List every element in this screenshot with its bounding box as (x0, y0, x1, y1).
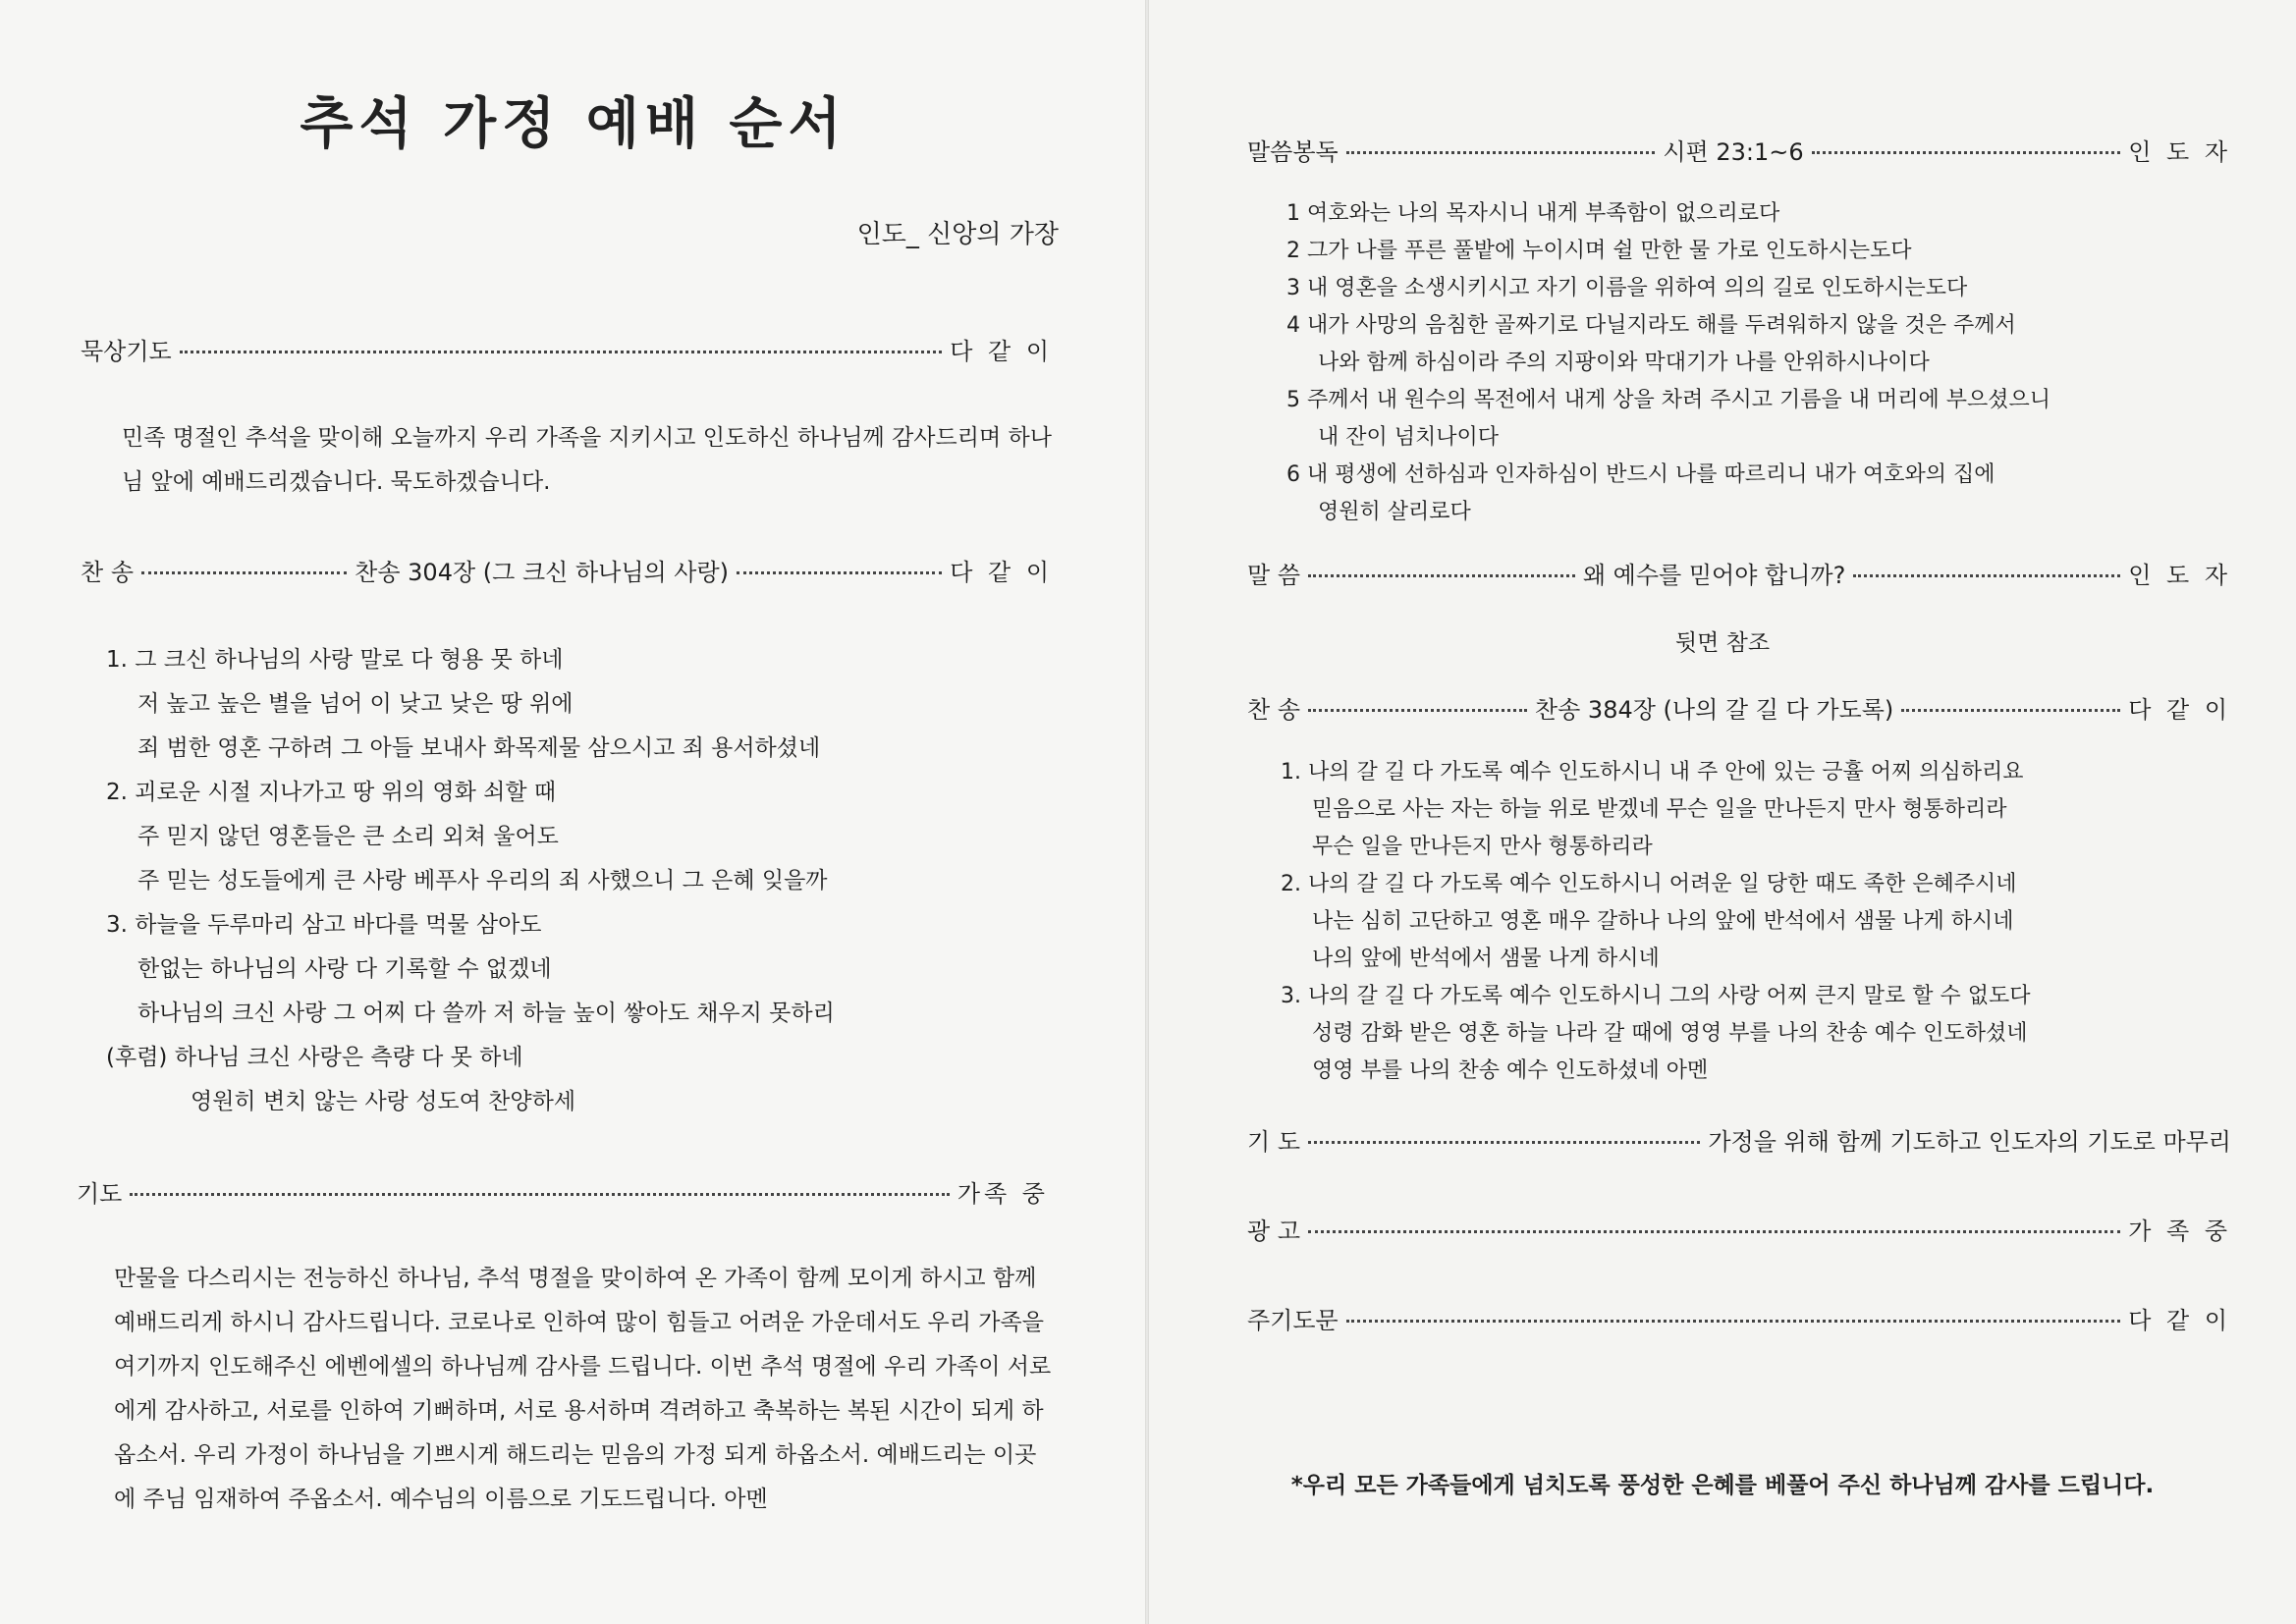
psalm-line: 1 여호와는 나의 목자시니 내게 부족함이 없으리로다 (1286, 201, 1780, 226)
psalm-line: 3 내 영혼을 소생시키시고 자기 이름을 위하여 의의 길로 인도하시는도다 (1286, 276, 1968, 300)
closing-note: *우리 모든 가족들에게 넘치도록 풍성한 은혜를 베풀어 주신 하나님께 감사를 드립니다. (1290, 1473, 2155, 1498)
dot-leader (1812, 151, 2121, 154)
psalm-line: 내 잔이 넘치나이다 (1318, 425, 1500, 450)
dot-leader (180, 351, 942, 353)
dot-leader (1308, 709, 1527, 712)
lyric-line: 나는 심히 고단하고 영혼 매우 갈하나 나의 앞에 반석에서 샘물 나게 하시네 (1312, 909, 2014, 934)
hymn-label: 찬 송 (81, 559, 134, 586)
silent-prayer-text: 민족 명절인 추석을 맞이해 오늘까지 우리 가족을 지키시고 인도하신 하나님께 감사드리며 하나님 앞에 예배드리겠습니다. 묵도하겠습니다. (122, 425, 1052, 495)
sermon-row (1247, 556, 2231, 590)
psalm-line: 5 주께서 내 원수의 목전에서 내게 상을 차려 주시고 기름을 내 머리에 부으셨으니 (1286, 388, 2050, 412)
hymn-lyrics (1281, 754, 2030, 1090)
dot-leader (1308, 1230, 2120, 1233)
prayer-text: 만물을 다스리시는 전능하신 하나님, 추석 명절을 맞이하여 온 가족이 함께 모이게 하시고 함께 예배드리게 하시니 감사드립니다. 코로나로 인하여 많이 힘들고 어려운 가운데서도 우리 가족을 여기까지 인도해주신 에벤에셀의 하나님께 감사를 드립니다. 이번 추석 명절에 우리 가족이 서로에게 감사하고, 서로를 인하여 기뻐하며, 서로 용서하며 격려하고 축복하는 복된 시간이 되게 하옵소서. 우리 가정이 하나님을 기쁘시게 해드리는 믿음의 가정 되게 하옵소서. 예배드리는 이곳에 주님 임재하여 주옵소서. 예수님의 이름으로 기도드립니다. 아멘 (114, 1266, 1052, 1512)
sermon-leader: 인 도 자 (2128, 562, 2231, 589)
lyric-line: 2. 나의 갈 길 다 가도록 예수 인도하시니 어려운 일 당한 때도 족한 은혜주시네 (1281, 872, 2017, 896)
announcements-label: 광 고 (1247, 1218, 1300, 1245)
lords-prayer-row (1247, 1301, 2231, 1335)
reading-row (1247, 133, 2231, 167)
reading-leader: 인 도 자 (2128, 138, 2231, 166)
closing-prayer-title: 가정을 위해 함께 기도하고 인도자의 기도로 마무리 (1708, 1128, 2231, 1156)
psalm-line: 4 내가 사망의 음침한 골짜기로 다닐지라도 해를 두려워하지 않을 것은 주께서 (1286, 313, 2016, 338)
dot-leader (1901, 709, 2120, 712)
psalm-text (1286, 195, 2050, 531)
lyric-line: 나의 앞에 반석에서 샘물 나게 하시네 (1312, 947, 1660, 971)
lords-prayer-leader: 다 같 이 (2128, 1307, 2231, 1334)
hymn-row (1247, 690, 2231, 725)
announcements-leader: 가 족 중 (2128, 1218, 2231, 1245)
hymn-title: 찬송 304장 (그 크신 하나님의 사랑) (355, 559, 730, 586)
lyric-line: 3. 하늘을 두루마리 삼고 바다를 먹물 삼아도 (106, 912, 542, 938)
dot-leader (1308, 1141, 1700, 1144)
hymn-leader: 다 같 이 (950, 559, 1054, 586)
dot-leader (141, 571, 347, 574)
closing-prayer-row (1247, 1122, 2231, 1157)
lyric-line: 영영 부를 나의 찬송 예수 인도하셨네 아멘 (1312, 1058, 1709, 1083)
lyric-line: 믿음으로 사는 자는 하늘 위로 받겠네 무슨 일을 만나든지 만사 형통하리라 (1312, 797, 2007, 822)
lyric-line: 주 믿는 성도들에게 큰 사랑 베푸사 우리의 죄 사했으니 그 은혜 잊을까 (137, 868, 828, 893)
psalm-line: 영원히 살리로다 (1318, 500, 1471, 524)
dot-leader (1346, 1320, 2120, 1323)
psalm-line: 나와 함께 하심이라 주의 지팡이와 막대기가 나를 안위하시나이다 (1318, 351, 1930, 375)
sermon-label: 말 씀 (1247, 562, 1300, 589)
prayer-leader: 가족 중 (957, 1180, 1049, 1208)
refrain-line: 영원히 변치 않는 사랑 성도여 찬양하세 (191, 1089, 576, 1114)
hymn-lyrics (106, 638, 835, 1124)
announcements-row (1247, 1212, 2231, 1246)
silent-prayer-label: 묵상기도 (81, 338, 172, 365)
silent-prayer-row (81, 332, 1053, 366)
reading-label: 말씀봉독 (1247, 138, 1339, 166)
prayer-row (77, 1174, 1049, 1209)
lyric-line: 저 높고 높은 별을 넘어 이 낮고 낮은 땅 위에 (137, 691, 574, 717)
lyric-line: 주 믿지 않던 영혼들은 큰 소리 외쳐 울어도 (137, 824, 559, 849)
sermon-title: 왜 예수를 믿어야 합니까? (1582, 562, 1846, 589)
hymn-title: 찬송 384장 (나의 갈 길 다 가도록) (1534, 696, 1894, 724)
lords-prayer-label: 주기도문 (1247, 1307, 1339, 1334)
lyric-line: 죄 범한 영혼 구하려 그 아들 보내사 화목제물 삼으시고 죄 용서하셨네 (137, 735, 821, 761)
psalm-line: 6 내 평생에 선하심과 인자하심이 반드시 나를 따르리니 내가 여호와의 집에 (1286, 462, 1995, 487)
page-title: 추석 가정 예배 순서 (300, 92, 847, 156)
dot-leader (1308, 574, 1575, 577)
prayer-label: 기도 (77, 1180, 123, 1208)
lyric-line: 하나님의 크신 사랑 그 어찌 다 쓸까 저 하늘 높이 쌓아도 채우지 못하리 (137, 1001, 835, 1026)
dot-leader (1853, 574, 2120, 577)
dot-leader (737, 571, 942, 574)
psalm-line: 2 그가 나를 푸른 풀밭에 누이시며 쉴 만한 물 가로 인도하시는도다 (1286, 239, 1912, 263)
silent-prayer-leader: 다 같 이 (950, 338, 1053, 365)
refrain-line: (후렴) 하나님 크신 사랑은 측량 다 못 하네 (106, 1045, 523, 1070)
lyric-line: 한없는 하나님의 사랑 다 기록할 수 없겠네 (137, 956, 552, 982)
left-page (0, 0, 1147, 1624)
lyric-line: 성령 감화 받은 영혼 하늘 나라 갈 때에 영영 부를 나의 찬송 예수 인도하셨네 (1312, 1021, 2028, 1046)
lyric-line: 1. 그 크신 하나님의 사랑 말로 다 형용 못 하네 (106, 647, 564, 673)
sermon-note: 뒷면 참조 (1674, 630, 1771, 656)
lyric-line: 2. 괴로운 시절 지나가고 땅 위의 영화 쇠할 때 (106, 780, 557, 805)
closing-prayer-label: 기 도 (1247, 1128, 1300, 1156)
lyric-line: 1. 나의 갈 길 다 가도록 예수 인도하시니 내 주 안에 있는 긍휼 어찌 의심하리요 (1281, 760, 2024, 785)
reading-passage: 시편 23:1~6 (1663, 138, 1804, 166)
dot-leader (130, 1193, 949, 1196)
lyric-line: 무슨 일을 만나든지 만사 형통하리라 (1312, 835, 1653, 859)
right-page (1149, 0, 2296, 1624)
lyric-line: 3. 나의 갈 길 다 가도록 예수 인도하시니 그의 사랑 어찌 큰지 말로 할 수 없도다 (1281, 984, 2031, 1008)
leader-subtitle: 인도_ 신앙의 가장 (856, 220, 1059, 249)
dot-leader (1346, 151, 1656, 154)
hymn-row (81, 553, 1053, 587)
hymn-label: 찬 송 (1247, 696, 1300, 724)
hymn-leader: 다 같 이 (2128, 696, 2231, 724)
